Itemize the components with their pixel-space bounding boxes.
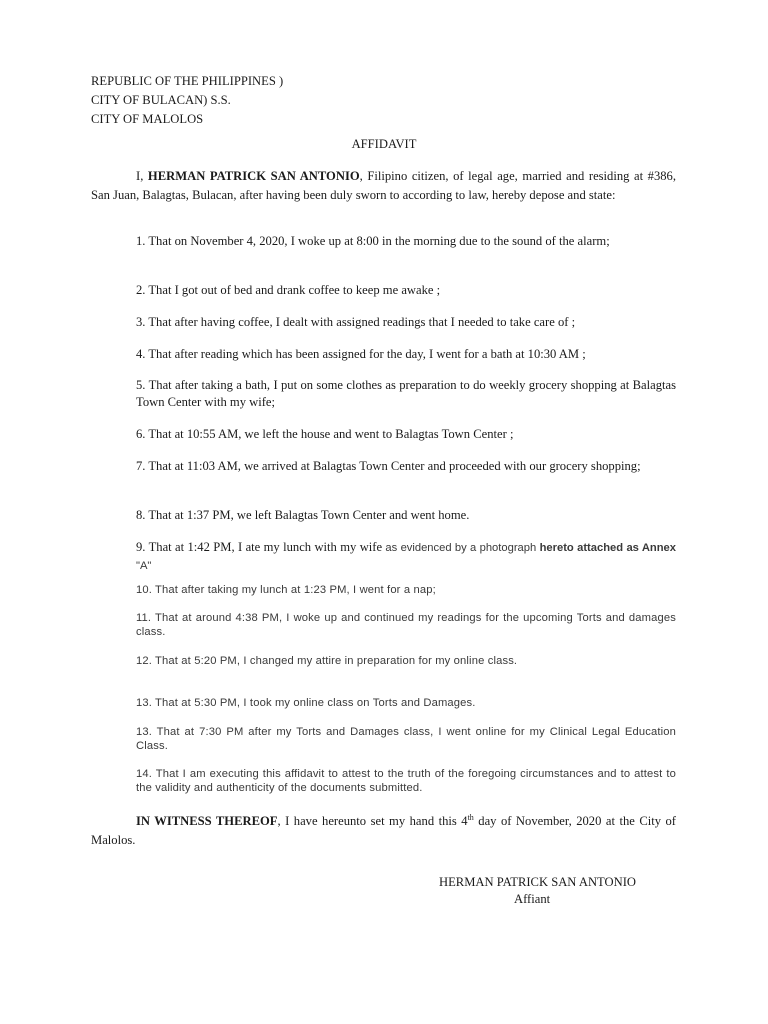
document-title: AFFIDAVIT	[351, 137, 417, 151]
statement-item-3: 3. That after having coffee, I dealt with assigned readings that I needed to take care of ;	[136, 315, 576, 329]
statement-item-8: 8. That at 1:37 PM, we left Balagtas Town Center and went home.	[136, 508, 470, 522]
statement-item-1: 1. That on November 4, 2020, I woke up at 8:00 in the morning due to the sound of the alarm;	[136, 234, 610, 248]
witness-bold-heading: IN WITNESS THEREOF	[136, 814, 278, 828]
statement-item-9	[136, 539, 676, 575]
statement-item-7: 7. That at 11:03 AM, we arrived at Balagtas Town Center and proceeded with our grocery shopping;	[136, 459, 641, 473]
item-9-evidence-text: as evidenced by a photograph	[382, 542, 540, 554]
witness-ordinal-suffix: th	[467, 812, 474, 822]
intro-paragraph	[91, 167, 676, 205]
witness-text-1: , I have hereunto set my hand this 4	[277, 814, 468, 828]
signature-name: HERMAN PATRICK SAN ANTONIO	[439, 875, 636, 889]
statement-item-12: 12. That at 5:20 PM, I changed my attire in preparation for my online class.	[136, 655, 518, 667]
header-republic-line: REPUBLIC OF THE PHILIPPINES )	[91, 74, 284, 88]
statement-item-10: 10. That after taking my lunch at 1:23 PM, I went for a nap;	[136, 584, 436, 596]
header-city-bulacan-line: CITY OF BULACAN) S.S.	[91, 93, 231, 107]
intro-rest: , Filipino citizen, of legal age, married and residing at #386, San Juan, Balagtas, Bulacan, after having been duly sworn to according to law, hereby depose and state:	[91, 169, 677, 202]
statement-item-11: 11. That at around 4:38 PM, I woke up and continued my readings for the upcoming Torts and damages class.	[136, 612, 676, 638]
statement-item-2: 2. That I got out of bed and drank coffee to keep me awake ;	[136, 283, 441, 297]
witness-text-2: day of November, 2020 at the City of Malolos.	[91, 814, 676, 847]
statement-item-4: 4. That after reading which has been assigned for the day, I went for a bath at 10:30 AM ;	[136, 347, 586, 361]
statement-item-6: 6. That at 10:55 AM, we left the house and went to Balagtas Town Center ;	[136, 427, 514, 441]
item-9-annex-letter: "A"	[136, 560, 152, 572]
statement-item-13b: 13. That at 7:30 PM after my Torts and Damages class, I went online for my Clinical Legal Education Class.	[136, 726, 676, 752]
witness-paragraph	[91, 812, 676, 850]
intro-prefix: I,	[136, 169, 148, 183]
affiant-name-bold: HERMAN PATRICK SAN ANTONIO	[147, 169, 360, 183]
statement-item-14: 14. That I am executing this affidavit to attest to the truth of the foregoing circumstances and to attest to the validity and authenticity of the documents submitted.	[136, 768, 676, 794]
statement-item-13a: 13. That at 5:30 PM, I took my online class on Torts and Damages.	[136, 697, 476, 709]
document-header	[91, 72, 283, 129]
signature-role: Affiant	[514, 892, 551, 906]
header-city-malolos-line: CITY OF MALOLOS	[91, 112, 204, 126]
item-9-main-text: 9. That at 1:42 PM, I ate my lunch with my wife	[136, 540, 383, 554]
item-9-annex-bold: hereto attached as Annex	[539, 542, 677, 554]
statement-item-5: 5. That after taking a bath, I put on some clothes as preparation to do weekly grocery shopping at Balagtas Town Center with my wife;	[136, 378, 676, 409]
